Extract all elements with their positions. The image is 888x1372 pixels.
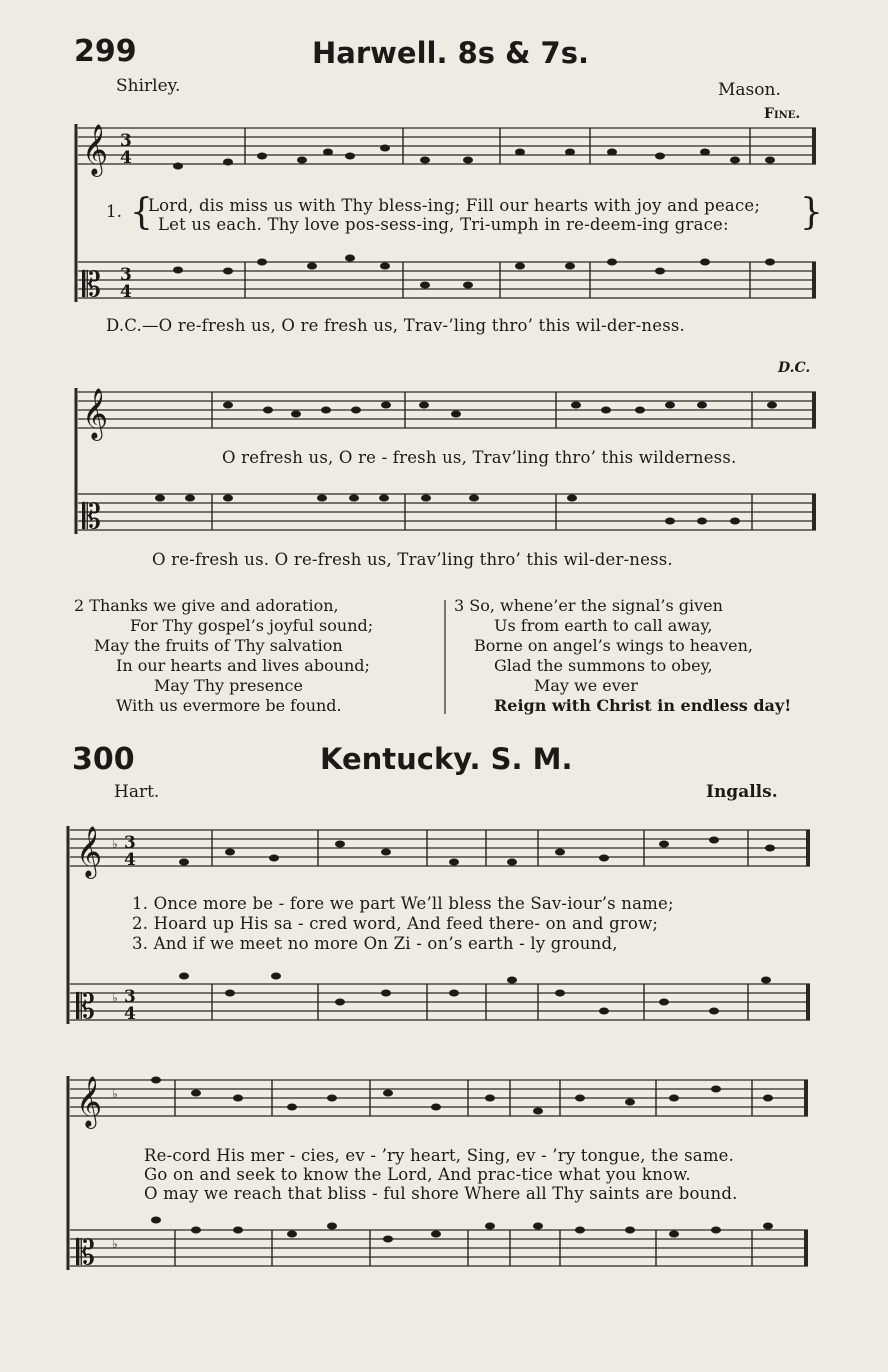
svg-text:3: 3 (124, 987, 136, 1007)
hymn-number: 300 (72, 742, 135, 777)
verse-2: 2 Thanks we give and adoration, For Thy gospel’s joyful sound; May the fruits of Thy salvation In our hearts and lives abound; May Thy presence With us evermore be found. (74, 596, 374, 715)
svg-text:𝄡: 𝄡 (76, 1233, 95, 1273)
stanza-b-line-3: O may we reach that bliss - ful shore Where all Thy saints are bound. (144, 1184, 738, 1203)
dc-marking: D.C. (778, 360, 811, 376)
svg-text:3: 3 (124, 833, 136, 853)
treble-refrain-lyric: O refresh us, O re - fresh us, Trav’ling thro’ this wilderness. (222, 448, 737, 467)
dc-lyric-line: D.C.—O re-fresh us, O re fresh us, Trav-’ling thro’ this wil-der-ness. (106, 316, 685, 335)
bass-refrain-lyric: O re-fresh us. O re-fresh us, Trav’ling thro’ this wil-der-ness. (152, 550, 673, 569)
brace-right: } (800, 192, 824, 233)
hymn-number: 299 (74, 34, 137, 69)
fine-marking: Fine. (764, 106, 801, 122)
verse-3: 3 So, whene’er the signal’s given Us from earth to call away, Borne on angel’s wings to heaven, Glad the summons to obey, May we ever Reign with Christ in endless day! (454, 596, 792, 715)
lyric-line-1a: Lord, dis miss us with Thy bless-ing; Fill our hearts with joy and peace; (148, 196, 761, 215)
stanza-b-line-2: Go on and seek to know the Lord, And prac-tice what you know. (144, 1165, 691, 1184)
stanza-b-line-1: Re-cord His mer - cies, ev - ’ry heart, Sing, ev - ’ry tongue, the same. (144, 1146, 735, 1165)
hymn-title: Kentucky. S. M. (320, 742, 573, 776)
words-credit: Hart. (114, 782, 160, 802)
svg-text:3: 3 (120, 131, 132, 151)
svg-text:𝄞: 𝄞 (82, 388, 109, 439)
stanza-a-line-3: 3. And if we meet no more On Zi - on’s earth - ly ground, (132, 934, 618, 953)
lyric-line-1b: Let us each. Thy love pos-sess-ing, Tri-umph in re-deem-ing grace: (158, 215, 729, 234)
stanza-a-line-2: 2. Hoard up His sa - cred word, And feed there- on and grow; (132, 914, 659, 933)
svg-text:4: 4 (120, 282, 132, 302)
svg-text:♭: ♭ (112, 1087, 118, 1101)
hymn-title: Harwell. 8s & 7s. (312, 36, 589, 70)
svg-text:♭: ♭ (112, 837, 118, 851)
svg-text:𝄞: 𝄞 (76, 1076, 103, 1127)
svg-text:𝄡: 𝄡 (76, 987, 95, 1027)
svg-text:♭: ♭ (112, 991, 118, 1005)
words-credit: Shirley. (116, 76, 181, 96)
svg-text:𝄞: 𝄞 (82, 124, 109, 175)
verse-number: 1. (106, 202, 123, 221)
music-credit: Ingalls. (706, 782, 778, 802)
svg-text:𝄡: 𝄡 (82, 265, 101, 305)
svg-text:𝄞: 𝄞 (76, 826, 103, 877)
brace-left: { (130, 192, 154, 233)
stanza-a-line-1: 1. Once more be - fore we part We’ll bless the Sav-iour’s name; (132, 894, 674, 913)
svg-text:4: 4 (124, 850, 136, 870)
svg-text:3: 3 (120, 265, 132, 285)
svg-text:♭: ♭ (112, 1237, 118, 1251)
svg-text:4: 4 (124, 1004, 136, 1024)
music-credit: Mason. (718, 80, 781, 100)
svg-text:𝄡: 𝄡 (82, 497, 101, 537)
svg-text:4: 4 (120, 148, 132, 168)
